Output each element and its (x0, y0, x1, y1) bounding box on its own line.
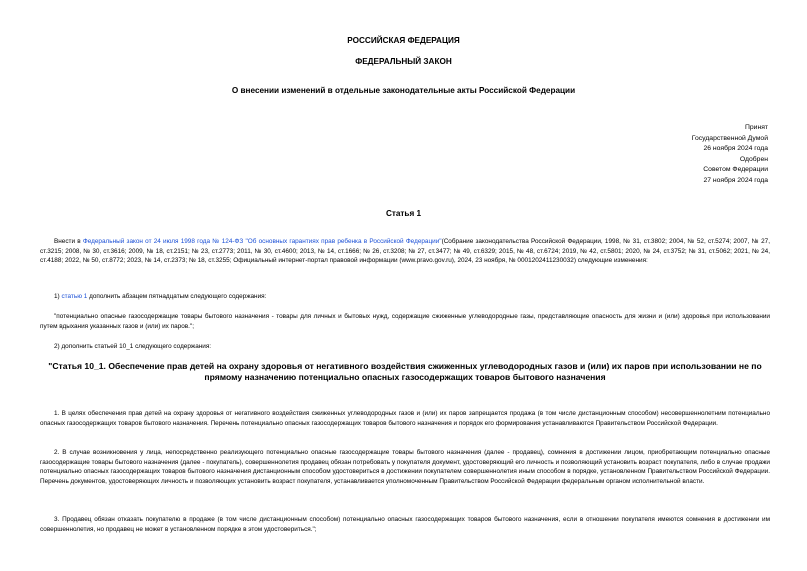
article-1-link[interactable]: статью 1 (61, 293, 88, 300)
acceptance-block (692, 123, 768, 187)
intro-text: (Собрание законодательства Российской Федерации, 1998, № 31, ст.3802; 2004, № 52, ст.5274; 2007, № 27, ст.3215; 2008, № 30, ст.3616; 2009, № 18, ст.2151; № 23, ст.2773; 2011, № 30, ст.4600; 2013, № 14, ст.1666; № 26, ст.3208; № 27, ст.3477; № 49, ст.6329; 2015, № 48, ст.6724; 2019, № 42, ст.5801; 2020, № 24, ст.3752; № 31, ст.5062; 2021, № 24, ст.4188; 2022, № 50, ст.8772; 2023, № 14, ст.2373; № 18, ст.3255; Официальный интернет-портал правовой информации (www.pravo.gov.ru), 2024, 23 ноября, № 0001202411230032) следующие изменения: (40, 238, 771, 265)
new-article-title: "Статья 10_1. Обеспечение прав детей на охрану здоровья от негативного воздействия сжиженных углеводородных газов и (или) их паров при использовании не по прямому назначению потенциально опасных газосодержащих товаров бытового назначения (48, 361, 762, 382)
acceptance-line: Государственной Думой (691, 134, 768, 142)
paragraph-3: 3. Продавец обязан отказать покупателю в продаже (в том числе дистанционным способом) потенциально опасных газосодержащих товаров бытового назначения, если в отношении покупателя имеются сомнения в достижении им совершеннолетия, но продавец не может в установленном порядке в этом удостовериться."; (40, 516, 770, 533)
acceptance-line: 27 ноября 2024 года (703, 176, 768, 184)
article-intro (40, 237, 770, 266)
country-heading: РОССИЙСКАЯ ФЕДЕРАЦИЯ (347, 36, 460, 45)
acceptance-line: Советом Федерации (703, 166, 768, 174)
law-type-heading: ФЕДЕРАЛЬНЫЙ ЗАКОН (355, 57, 452, 66)
item-2: 2) дополнить статьей 10_1 следующего содержания: (54, 343, 212, 350)
paragraph-2: 2. В случае возникновения у лица, непосредственно реализующего потенциально опасные газосодержащие товары бытового назначения (далее - продавец), сомнения в достижении лицом, приобретающим потенциально опасные газосодержащие товары бытового назначения (далее - покупатель), совершеннолетия продавец обязан потребовать у покупателя документ, удостоверяющий его личность и позволяющий установить возраст покупателя, либо в случае продажи потенциально опасных газосодержащих товаров бытового назначения дистанционным способом удостовериться в достижении покупателем совершеннолетия иным способом в порядке, установленном Правительством Российской Федерации. Перечень документов, удостоверяющих личность и позволяющих установить возраст покупателя, устанавливается уполномоченным Правительством Российской Федерации федеральным органом исполнительной власти. (40, 449, 770, 485)
intro-text: Внести в (54, 238, 83, 245)
law-title: О внесении изменений в отдельные законодательные акты Российской Федерации (231, 86, 576, 95)
quote-paragraph: "потенциально опасные газосодержащие товары бытового назначения - товары для личных и бытовых нужд, содержащие сжиженные углеводородные газы, представляющие опасность для жизни и (или) здоровья при использовании путем вдыхания указанных газов и (или) их паров."; (40, 313, 770, 330)
acceptance-line: 26 ноября 2024 года (703, 145, 768, 153)
item-1: 1) статью 1 дополнить абзацем пятнадцатым следующего содержания: (54, 293, 267, 300)
article-heading: Статья 1 (385, 209, 422, 218)
law-124-fz-link[interactable]: Федеральный закон от 24 июля 1998 года № 124-ФЗ "Об основных гарантиях прав ребенка в Российской Федерации" (82, 238, 442, 245)
acceptance-line: Одобрен (739, 155, 768, 163)
paragraph-1: 1. В целях обеспечения прав детей на охрану здоровья от негативного воздействия сжиженных углеводородных газов и (или) их паров запрещается продажа (в том числе дистанционным способом) несовершеннолетним потенциально опасных газосодержащих товаров бытового назначения. Перечень потенциально опасных газосодержащих товаров бытового назначения и порядок его формирования устанавливаются Правительством Российской Федерации. (40, 410, 770, 427)
acceptance-line: Принят (744, 124, 768, 131)
